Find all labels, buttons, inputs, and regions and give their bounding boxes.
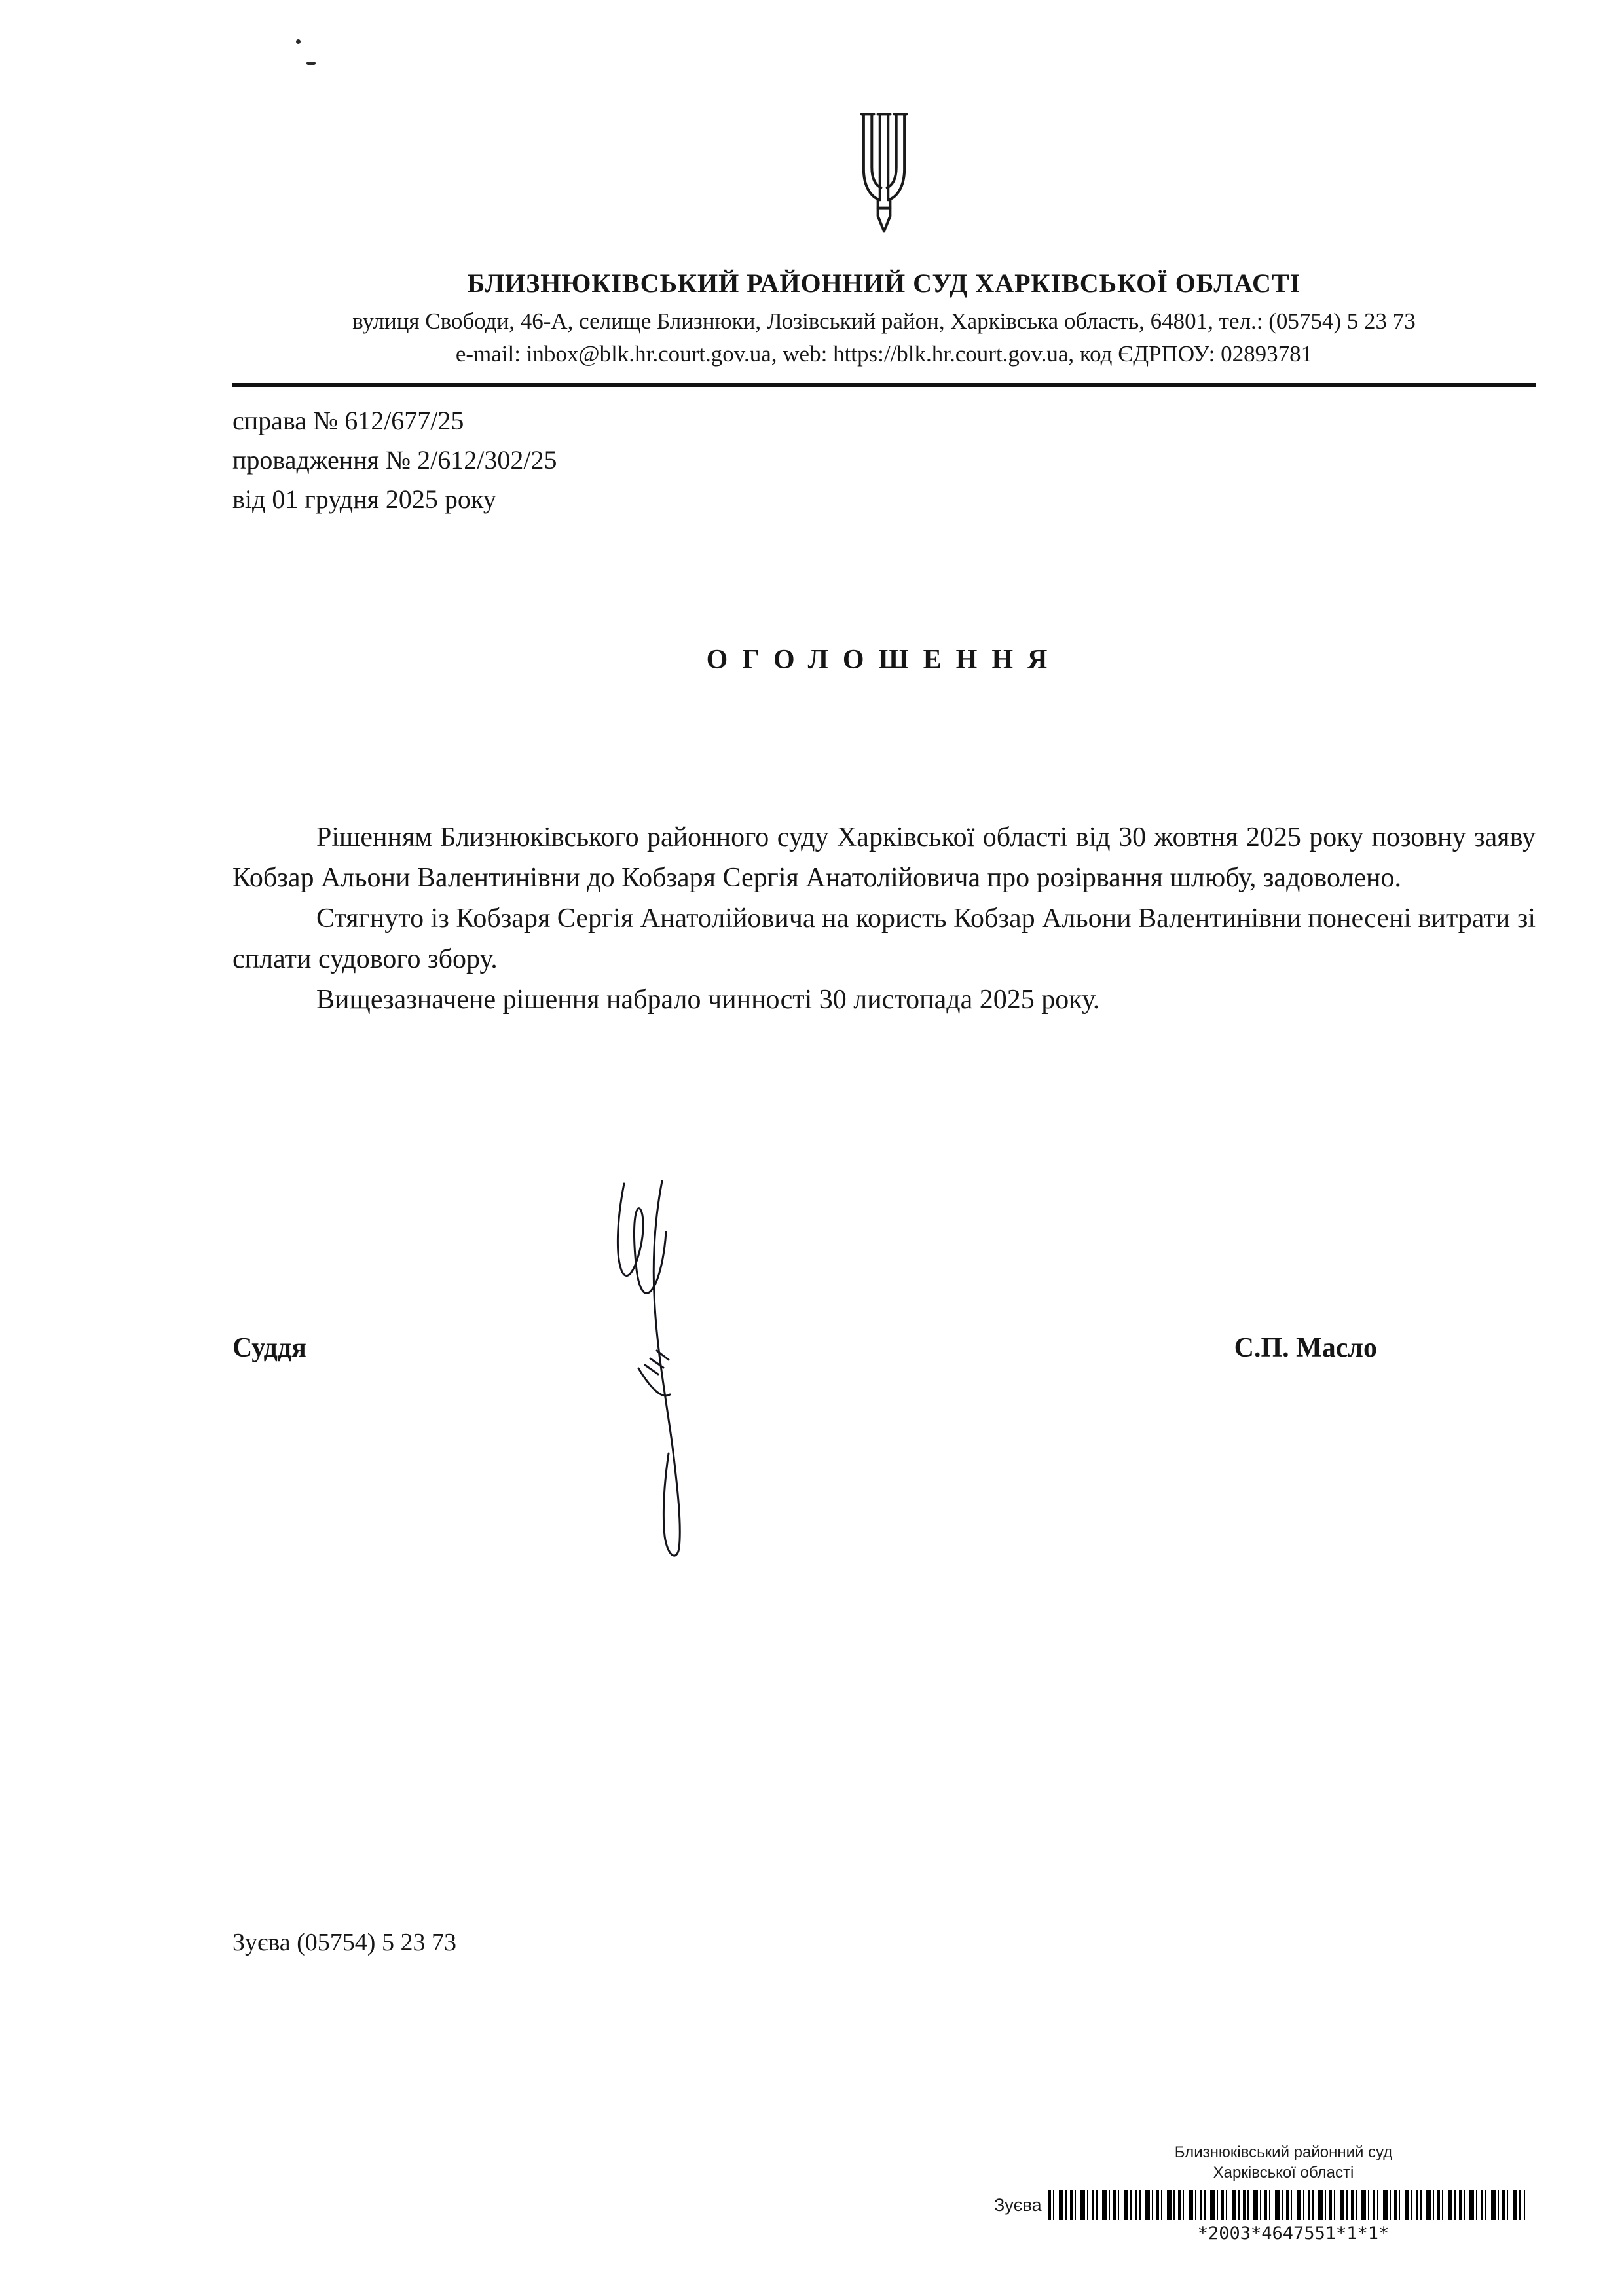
- document-date: від 01 грудня 2025 року: [232, 484, 496, 514]
- stamp-court-line1: Близнюківський районний суд: [1174, 2143, 1393, 2161]
- judge-role-label: Суддя: [232, 1333, 306, 1363]
- document-title: ОГОЛОШЕННЯ: [706, 645, 1062, 675]
- barcode-icon: [1048, 2190, 1525, 2220]
- barcode-clerk-name: Зуєва: [994, 2195, 1042, 2215]
- header-divider: [232, 383, 1536, 387]
- body-paragraph: Рішенням Близнюківського районного суду Харківської області від 30 жовтня 2025 року позовну заяву Кобзар Альони Валентинівни до Кобзаря Сергія Анатолійовича про розірвання шлюбу, задоволено.: [232, 822, 1536, 893]
- document-content: [232, 0, 1536, 1020]
- case-number: справа № 612/677/25: [232, 406, 464, 435]
- court-address: вулиця Свободи, 46-А, селище Близнюки, Лозівський район, Харківська область, 64801, тел.: (05754) 5 23 73: [352, 308, 1416, 334]
- trident-emblem-icon: [832, 108, 936, 251]
- clerk-phone: Зуєва (05754) 5 23 73: [232, 1929, 456, 1956]
- signature-row: [232, 1332, 1536, 1364]
- registration-stamp: [1087, 2142, 1480, 2183]
- proceeding-number: провадження № 2/612/302/25: [232, 445, 557, 475]
- document-body: [232, 817, 1536, 1020]
- court-contacts: e-mail: inbox@blk.hr.court.gov.ua, web: https://blk.hr.court.gov.ua, код ЄДРПОУ: 02893781: [455, 341, 1313, 367]
- judge-signature: [599, 1172, 760, 1568]
- barcode-row: [994, 2190, 1525, 2220]
- barcode-number: *2003*4647551*1*1*: [1197, 2223, 1390, 2244]
- body-paragraph: Стягнуто із Кобзаря Сергія Анатолійовича на користь Кобзар Альони Валентинівни понесені витрати зі сплати судового збору.: [232, 903, 1536, 974]
- case-info: [232, 401, 1536, 519]
- body-paragraph: Вищезазначене рішення набрало чинності 30 листопада 2025 року.: [316, 985, 1100, 1015]
- court-name: БЛИЗНЮКІВСЬКИЙ РАЙОННИЙ СУД ХАРКІВСЬКОЇ ОБЛАСТІ: [467, 268, 1301, 298]
- stamp-court-line2: Харківської області: [1213, 2164, 1354, 2181]
- judge-name: С.П. Масло: [1234, 1333, 1377, 1363]
